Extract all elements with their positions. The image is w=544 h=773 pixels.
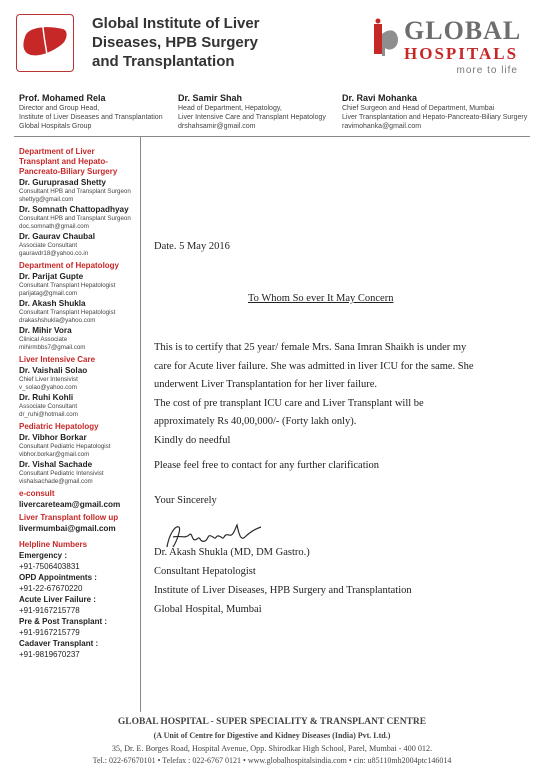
signatory-name: Dr. Akash Shukla (MD, DM Gastro.) xyxy=(154,547,310,558)
body-line: This is to certify that 25 year/ female Mrs. Sana Imran Shaikh is under my xyxy=(154,342,467,353)
footer-line: 35, Dr. E. Borges Road, Hospital Avenue, Opp. Shirodkar High School, Parel, Mumbai - 400 012. xyxy=(111,744,433,753)
signatory-title: Consultant Hepatologist xyxy=(154,566,256,577)
body-line: underwent Liver Transplantation for her liver failure. xyxy=(154,379,378,390)
signature-block xyxy=(154,543,412,619)
staff-name: Dr. Mihir Vora xyxy=(19,326,72,335)
helpline-label: OPD Appointments : xyxy=(19,573,97,582)
helpline-number: +91-22-67670220 xyxy=(19,584,83,593)
liver-icon xyxy=(17,15,73,71)
doctor-line: Liver Transplantation and Hepato-Pancreato-Biliary Surgery xyxy=(342,114,528,121)
staff-role: Chief Liver Intensivist xyxy=(19,376,78,383)
staff-role: Consultant Transplant Hepatologist xyxy=(19,309,116,316)
letter-date: Date. 5 May 2016 xyxy=(154,241,230,252)
staff-name: Dr. Vishal Sachade xyxy=(19,460,93,469)
helpline-title: Helpline Numbers xyxy=(19,540,88,549)
footer-line: GLOBAL HOSPITAL - SUPER SPECIALITY & TRANSPLANT CENTRE xyxy=(117,717,427,727)
doctor-name: Prof. Mohamed Rela xyxy=(19,93,106,103)
brand-sub: HOSPITALS xyxy=(404,44,519,63)
doctor-line: drshahsamir@gmail.com xyxy=(178,123,256,130)
doctor-line: Institute of Liver Diseases and Transplantation xyxy=(19,114,163,121)
staff-email: doc.somnath@gmail.com xyxy=(19,223,89,230)
staff-email: vibhor.borkar@gmail.com xyxy=(19,451,90,458)
signatory-hospital: Global Hospital, Mumbai xyxy=(154,604,262,615)
staff-name: Dr. Parijat Gupte xyxy=(19,272,84,281)
doctor-line: Liver Intensive Care and Transplant Hepatology xyxy=(178,114,326,121)
staff-email: dr_ruhi@hotmail.com xyxy=(19,411,78,418)
helpline-number: +91-9167215779 xyxy=(19,628,80,637)
doctor-line: ravimohanka@gmail.com xyxy=(342,123,422,130)
global-hospitals-logo xyxy=(370,16,520,78)
footer-line: Tel.: 022-67670101 • Telefax : 022-6767 0121 • www.globalhospitalsindia.com • cin: u85110mh2004ptc146014 xyxy=(92,756,452,765)
letter-subject: To Whom So ever It May Concern xyxy=(248,293,394,304)
staff-role: Consultant Pediatric Hepatologist xyxy=(19,443,111,450)
brand-mark-icon xyxy=(370,18,400,58)
staff-name: Dr. Somnath Chattopadhyay xyxy=(19,205,129,214)
staff-email: gauravdr18@yahoo.co.in xyxy=(19,250,89,257)
helpline-label: Acute Liver Failure : xyxy=(19,595,96,604)
staff-role: Associate Consultant xyxy=(19,242,78,249)
doctor-block xyxy=(342,92,527,131)
closing: Your Sincerely xyxy=(154,495,217,506)
institute-title-line: Diseases, HPB Surgery xyxy=(92,34,258,51)
helpline-label: Emergency : xyxy=(19,551,68,560)
sidebar-divider xyxy=(140,137,141,712)
section-title: e-consult xyxy=(19,489,55,498)
doctor-name: Dr. Ravi Mohanka xyxy=(342,93,418,103)
section-title: Department of Hepatology xyxy=(19,261,120,270)
staff-email: vishalsachade@gmail.com xyxy=(19,478,93,485)
institute-title-line: Global Institute of Liver xyxy=(92,15,260,32)
followup-email: livermumbai@gmail.com xyxy=(19,524,116,533)
section-title-line: Pancreato-Biliary Surgery xyxy=(19,167,118,176)
staff-email: mihirmbbs7@gmail.com xyxy=(19,344,86,351)
body-line: approximately Rs 40,00,000/- (Forty lakh only). xyxy=(154,416,357,427)
institute-title xyxy=(92,14,260,71)
section-title xyxy=(19,147,139,177)
section-title: Pediatric Hepatology xyxy=(19,422,99,431)
sidebar xyxy=(19,144,139,660)
body-line: care for Acute liver failure. She was admitted in liver ICU for the same. She xyxy=(154,360,474,372)
helpline-number: +91-9167215778 xyxy=(19,606,80,615)
staff-email: shettyg@gmail.com xyxy=(19,196,74,203)
doctor-line: Director and Group Head, xyxy=(19,105,100,112)
staff-name: Dr. Akash Shukla xyxy=(19,299,86,308)
staff-email: parijatag@gmail.com xyxy=(19,290,78,297)
staff-role: Consultant HPB and Transplant Surgeon xyxy=(19,188,131,195)
section-title-line: Transplant and Hepato- xyxy=(19,157,108,166)
institute-title-line: and Transplantation xyxy=(92,53,235,70)
footer-line: (A Unit of Centre for Digestive and Kidney Diseases (India) Pvt. Ltd.) xyxy=(153,731,391,740)
letter-body xyxy=(154,339,474,450)
helpline-number: +91-7506403831 xyxy=(19,562,80,571)
doctor-block xyxy=(19,92,163,131)
staff-role: Consultant Transplant Hepatologist xyxy=(19,282,116,289)
doctor-line: Head of Department, Hepatology, xyxy=(178,105,282,112)
brand-name: GLOBAL xyxy=(404,16,522,45)
section-title: Liver Transplant follow up xyxy=(19,513,119,522)
staff-role: Associate Consultant xyxy=(19,403,78,410)
staff-email: drakashshukla@yahoo.com xyxy=(19,317,96,324)
doctor-line: Chief Surgeon and Head of Department, Mumbai xyxy=(342,105,495,112)
section-title: Liver Intensive Care xyxy=(19,355,96,364)
clarification-line: Please feel free to contact for any further clarification xyxy=(154,460,380,471)
header-divider xyxy=(14,136,530,137)
staff-name: Dr. Gaurav Chaubal xyxy=(19,232,95,241)
helpline-number: +91-9819670237 xyxy=(19,650,80,659)
doctor-block xyxy=(178,92,326,131)
staff-email: v_solao@yahoo.com xyxy=(19,384,77,391)
staff-name: Dr. Vibhor Borkar xyxy=(19,433,87,442)
staff-role: Consultant Pediatric Intensivist xyxy=(19,470,104,477)
brand-tagline: more to life xyxy=(456,65,518,76)
body-line: The cost of pre transplant ICU care and Liver Transplant will be xyxy=(154,397,424,409)
staff-role: Consultant HPB and Transplant Surgeon xyxy=(19,215,131,222)
staff-role: Clinical Associate xyxy=(19,336,68,343)
section-title-line: Department of Liver xyxy=(19,147,95,156)
helpline-label: Cadaver Transplant : xyxy=(19,639,99,648)
econsult-email: livercareteam@gmail.com xyxy=(19,500,121,509)
body-line: Kindly do needful xyxy=(154,434,231,446)
doctor-name: Dr. Samir Shah xyxy=(178,93,243,103)
staff-name: Dr. Ruhi Kohli xyxy=(19,393,74,402)
staff-name: Dr. Guruprasad Shetty xyxy=(19,178,106,187)
helpline-label: Pre & Post Transplant : xyxy=(19,617,108,626)
institute-logo xyxy=(16,14,74,72)
staff-name: Dr. Vaishali Solao xyxy=(19,366,88,375)
signatory-dept: Institute of Liver Diseases, HPB Surgery and Transplantation xyxy=(154,585,412,596)
doctor-line: Global Hospitals Group xyxy=(19,123,92,130)
